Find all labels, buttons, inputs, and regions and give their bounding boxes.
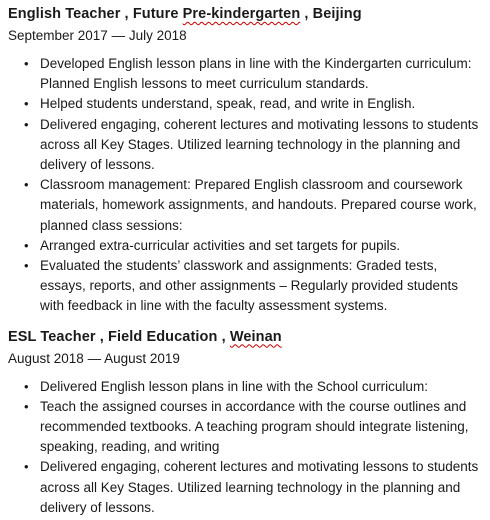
job-entry-2 — [8, 327, 490, 518]
job-dates: September 2017 — July 2018 — [8, 28, 187, 43]
list-item: • Helped students understand, speak, read, and write in English. — [32, 94, 480, 114]
list-item: • Teach the assigned courses in accordance with the course outlines and recommended textbooks. A teaching program should integrate listening, speaking, reading, and writing — [32, 397, 480, 458]
job-title-part: , Beijing — [300, 6, 362, 22]
list-item: • Delivered English lesson plans in line with the School curriculum: — [32, 377, 480, 397]
job-duties-list — [8, 54, 490, 317]
job-title — [8, 4, 490, 24]
job-title — [8, 327, 490, 347]
job-entry-1 — [8, 4, 490, 317]
job-dates: August 2018 — August 2019 — [8, 350, 180, 366]
spellcheck-flagged-word[interactable]: Pre-kindergarten — [182, 6, 301, 22]
list-item: • Evaluated the students’ classwork and assignments: Graded tests, essays, reports, and other assignments – Regularly provided students with feedback in line with the faculty assessment systems. — [32, 256, 480, 317]
job-duties-list — [8, 377, 490, 518]
job-title-part: English Teacher , Future — [8, 6, 183, 22]
list-item: • Delivered engaging, coherent lectures and motivating lessons to students across all Key Stages. Utilized learning technology in the planning and delivery of lessons. — [32, 115, 480, 176]
list-item: • Classroom management: Prepared English classroom and coursework materials, homework assignments, and handouts. Prepared course work, planned class sessions: — [32, 175, 480, 236]
list-item: • Developed English lesson plans in line with the Kindergarten curriculum: Planned English lessons to meet curriculum standards. — [32, 54, 480, 94]
list-item: • Arranged extra-curricular activities and set targets for pupils. — [32, 236, 480, 256]
job-title-part: ESL Teacher , Field Education , — [8, 328, 230, 345]
spellcheck-flagged-word[interactable]: Weinan — [229, 328, 282, 345]
list-item: • Delivered engaging, coherent lectures and motivating lessons to students across all Key Stages. Utilized learning technology in the planning and delivery of lessons. — [32, 457, 480, 518]
